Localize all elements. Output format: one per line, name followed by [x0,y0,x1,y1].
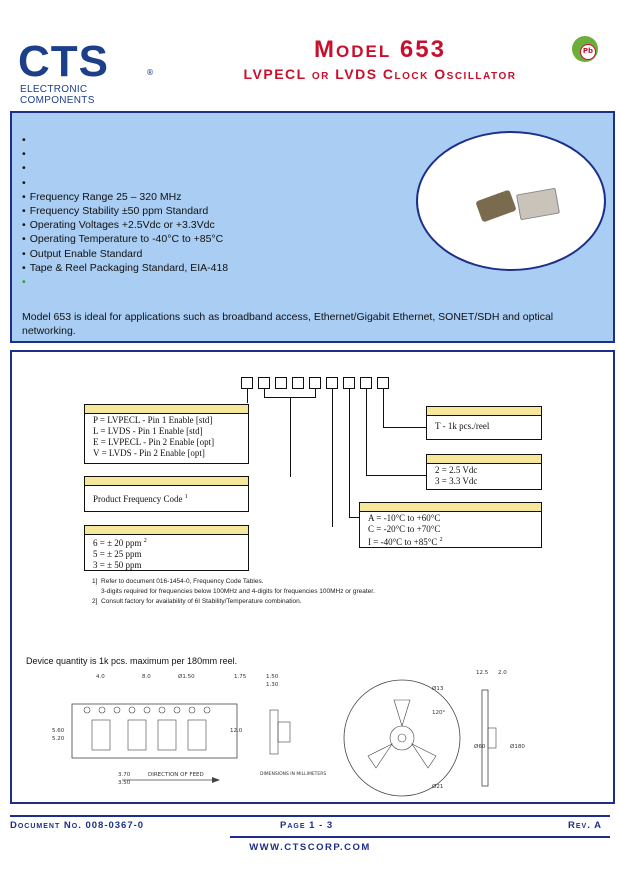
dim-label: 5.60 [52,728,65,734]
table-row: L = LVDS - Pin 1 Enable [std] [93,426,203,436]
cts-logo [18,37,158,106]
table-row [93,536,240,549]
table-row: E = LVPECL - Pin 2 Enable [opt] [93,437,215,447]
pn-digit-box [326,377,338,389]
list-item: • Frequency Range 25 – 320 MHz [22,190,228,204]
registered-mark: ® [146,68,154,77]
list-item [22,133,228,147]
connector-line [383,389,384,427]
packaging-table [426,406,542,440]
pn-digit-box [241,377,253,389]
connector-line [264,389,265,397]
list-item: • Output Enable Standard [22,247,228,261]
pn-digit-box [275,377,287,389]
table-header [85,526,248,535]
dim-label: 4.0 [96,674,105,680]
connector-line [366,475,426,476]
voltage-table [426,454,542,490]
dim-label: 2.0 [498,670,507,676]
connector-line [315,389,316,397]
table-header [427,455,541,464]
connector-line [247,389,248,403]
table-row: 5 = ± 25 ppm [93,549,142,559]
logo-text: CTS [18,37,109,86]
list-item: • Operating Voltages +2.5Vdc or +3.3Vdc [22,218,228,232]
dim-label: 3.50 [118,780,131,786]
dim-label: Ø21 [432,784,444,790]
connector-line [290,397,291,477]
website-link[interactable]: WWW.CTSCORP.COM [249,842,371,853]
dim-label: 3.70 [118,772,131,778]
model-title: Model 653 [314,36,446,63]
oscillator-top-image [516,188,560,221]
pn-digit-box [258,377,270,389]
footer-rule [230,836,610,838]
list-item: • Operating Temperature to -40°C to +85°C [22,232,228,246]
product-description: Model 653 is ideal for applications such as broadband access, Ethernet/Gigabit Ethernet, SONET/SDH and optical networking. [22,311,554,337]
list-item [22,161,228,175]
list-item [22,147,228,161]
connector-line [349,517,359,518]
freq-code-label: Product Frequency Code [93,494,183,504]
connector-line [383,427,426,428]
oscillator-bottom-image [475,190,516,223]
table-header [360,503,541,512]
feature-list [22,133,228,289]
page-number: Page 1 - 3 [280,820,334,831]
list-item: • Frequency Stability ±50 ppm Standard [22,204,228,218]
footer-rule [10,815,610,817]
dim-label: Ø60 [474,744,486,750]
dim-label: 1.50 [266,674,279,680]
dim-label: 8.0 [142,674,151,680]
feed-direction-label: DIRECTION OF FEED [148,772,204,778]
table-header [85,477,248,486]
dim-label: 1.75 [234,674,247,680]
dim-label: 120° [432,710,446,716]
lead-free-icon [572,36,598,62]
footnote-ref: 2 [439,537,443,543]
temperature-row-label: I = -40°C to +85°C [368,537,438,547]
units-label: DIMENSIONS IN MILLIMETERS [260,772,327,777]
features-panel [10,111,615,343]
table-row: 3 = 3.3 Vdc [435,476,478,486]
table-row: V = LVDS - Pin 2 Enable [opt] [93,448,205,458]
table-row: A = -10°C to +60°C [368,513,441,523]
dim-label: 1.30 [266,682,279,688]
pn-digit-box [309,377,321,389]
table-row: C = -20°C to +70°C [368,524,441,534]
footnotes [92,577,375,607]
table-row: 3 = ± 50 ppm [93,560,142,570]
list-item [22,176,228,190]
dim-label: 12.5 [476,670,489,676]
footnote: 3-digits required for frequencies below 100MHz and 4-digits for frequencies 100MHz or greater. [92,588,375,595]
footnote: 1] Refer to document 016-1454-0, Frequency Code Tables. [92,578,264,585]
table-row: 2 = 2.5 Vdc [435,465,478,475]
footnote-ref: 2 [143,538,147,544]
connector-line [366,389,367,475]
pn-digit-box [343,377,355,389]
pn-digit-box [377,377,389,389]
list-item [22,275,228,289]
table-header [427,407,541,416]
pn-digit-box [360,377,372,389]
document-number: Document No. 008-0367-0 [10,820,145,831]
table-header [85,405,248,414]
pb-label: Pb [580,44,596,60]
table-row [368,535,533,548]
stability-table [84,525,249,571]
frequency-code-table [84,476,249,512]
ordering-panel [10,350,615,804]
stability-row-label: 6 = ± 20 ppm [93,538,142,548]
dim-label: Ø13 [432,686,444,692]
temperature-table [359,502,542,548]
dim-label: Ø1.50 [178,674,195,680]
connector-line [349,389,350,517]
footnote: 2] Consult factory for availability of 6I Stability/Temperature combination. [92,598,302,605]
logo-subtitle: ELECTRONIC COMPONENTS [20,84,95,106]
dim-label: 12.0 [230,728,243,734]
connector-line [332,389,333,527]
quantity-note: Device quantity is 1k pcs. maximum per 180mm reel. [26,656,238,666]
dim-label: 5.20 [52,736,65,742]
output-options-table [84,404,249,464]
footnote-ref: 1 [184,494,188,500]
page-title [170,36,590,82]
pn-digit-box [292,377,304,389]
dim-label: Ø180 [510,744,525,750]
model-subtitle: LVPECL or LVDS Clock Oscillator [243,66,517,82]
revision: Rev. A [568,820,602,831]
table-row: T - 1k pcs./reel [435,421,490,431]
list-item: • Tape & Reel Packaging Standard, EIA-418 [22,261,228,275]
table-row: P = LVPECL - Pin 1 Enable [std] [93,415,213,425]
product-photo [416,131,606,271]
